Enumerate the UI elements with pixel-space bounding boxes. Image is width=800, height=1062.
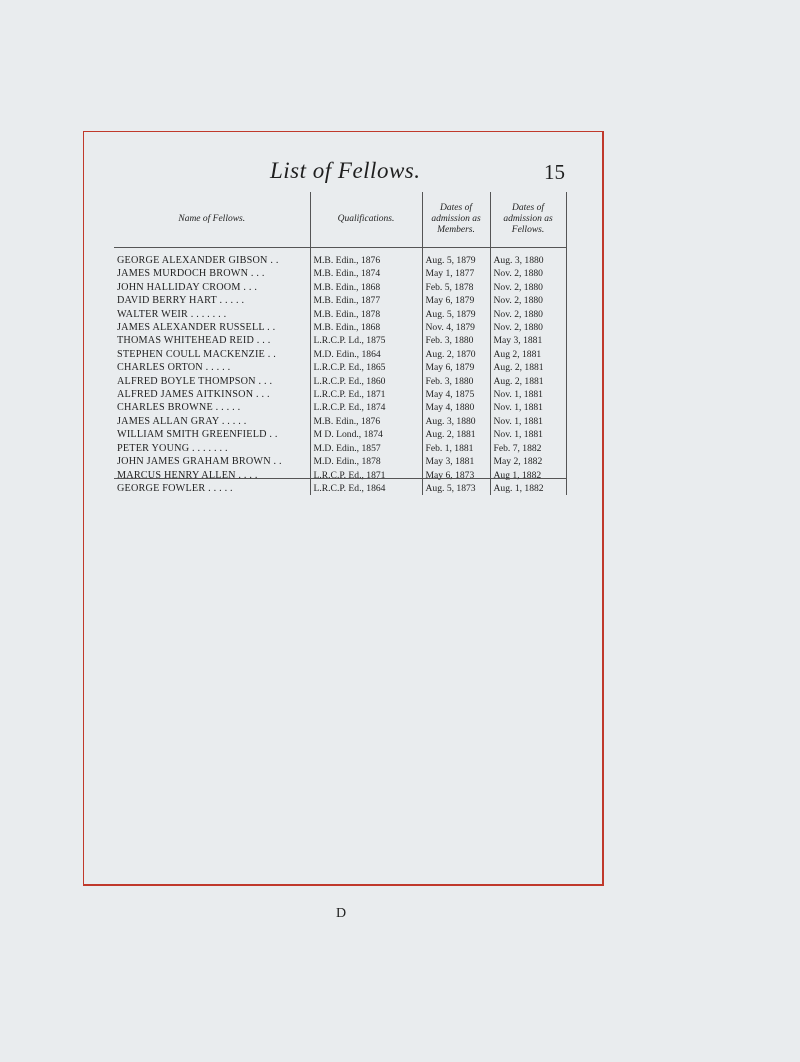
admission-fellow-date: Aug. 2, 1881	[490, 375, 566, 388]
fellows-table-container	[114, 192, 566, 495]
admission-fellow-date: Nov. 2, 1880	[490, 321, 566, 334]
qualification: M.B. Edin., 1876	[310, 415, 422, 428]
fellow-name: JAMES MURDOCH BROWN . . .	[117, 268, 265, 280]
qualification: M.B. Edin., 1868	[310, 281, 422, 294]
admission-member-date: Feb. 3, 1880	[422, 375, 490, 388]
fellow-name: CHARLES ORTON . . . . .	[117, 362, 231, 374]
admission-fellow-date: Nov. 2, 1880	[490, 294, 566, 307]
header-qualifications: Qualifications.	[310, 192, 422, 248]
fellow-name: STEPHEN COULL MACKENZIE . .	[117, 348, 276, 360]
admission-fellow-date: May 3, 1881	[490, 334, 566, 347]
page-number: 15	[544, 160, 565, 184]
qualification: M.D. Edin., 1864	[310, 348, 422, 361]
admission-member-date: Nov. 4, 1879	[422, 321, 490, 334]
table-row	[114, 388, 566, 401]
header-name: Name of Fellows.	[114, 192, 310, 248]
fellow-name: JOHN HALLIDAY CROOM . . .	[117, 281, 258, 293]
admission-member-date: Feb. 3, 1880	[422, 334, 490, 347]
table-row	[114, 455, 566, 468]
table-row	[114, 248, 566, 268]
qualification: L.R.C.P. Ed., 1865	[310, 361, 422, 374]
table-row	[114, 361, 566, 374]
admission-fellow-date: Aug. 2, 1881	[490, 361, 566, 374]
admission-fellow-date: Nov. 1, 1881	[490, 388, 566, 401]
table-body	[114, 248, 566, 496]
fellow-name: JOHN JAMES GRAHAM BROWN . .	[117, 456, 282, 468]
qualification: M.B. Edin., 1874	[310, 267, 422, 280]
admission-member-date: Aug. 2, 1870	[422, 348, 490, 361]
fellow-name: THOMAS WHITEHEAD REID . . .	[117, 335, 271, 347]
fellow-name: WALTER WEIR . . . . . . .	[117, 308, 227, 320]
fellow-name: JAMES ALEXANDER RUSSELL . .	[117, 322, 276, 334]
admission-fellow-date: Aug. 3, 1880	[490, 248, 566, 268]
fellow-name: PETER YOUNG . . . . . . .	[117, 442, 228, 454]
fellows-table	[114, 192, 567, 495]
table-bottom-rule	[114, 478, 566, 479]
qualification: M.B. Edin., 1878	[310, 308, 422, 321]
qualification: M D. Lond., 1874	[310, 428, 422, 441]
admission-fellow-date: Nov. 1, 1881	[490, 401, 566, 414]
signature-mark: D	[336, 906, 347, 921]
fellow-name: MARCUS HENRY ALLEN . . . .	[117, 469, 258, 481]
table-row	[114, 348, 566, 361]
table-row	[114, 294, 566, 307]
admission-fellow-date: Nov. 1, 1881	[490, 415, 566, 428]
table-row	[114, 401, 566, 414]
qualification: L.R.C.P. Ld., 1875	[310, 334, 422, 347]
admission-fellow-date: Nov. 2, 1880	[490, 267, 566, 280]
fellow-name: WILLIAM SMITH GREENFIELD . .	[117, 429, 278, 441]
admission-fellow-date: Aug 1, 1882	[490, 469, 566, 482]
fellow-name: CHARLES BROWNE . . . . .	[117, 402, 241, 414]
table-row	[114, 308, 566, 321]
admission-fellow-date: Feb. 7, 1882	[490, 442, 566, 455]
qualification: M.D. Edin., 1878	[310, 455, 422, 468]
admission-member-date: May 6, 1873	[422, 469, 490, 482]
qualification: L.R.C.P. Ed., 1871	[310, 469, 422, 482]
admission-member-date: Aug. 5, 1879	[422, 308, 490, 321]
admission-member-date: Aug. 3, 1880	[422, 415, 490, 428]
qualification: M.B. Edin., 1876	[310, 248, 422, 268]
qualification: L.R.C.P. Ed., 1874	[310, 401, 422, 414]
admission-member-date: May 4, 1880	[422, 401, 490, 414]
admission-fellow-date: Nov. 1, 1881	[490, 428, 566, 441]
admission-member-date: May 6, 1879	[422, 361, 490, 374]
admission-fellow-date: Nov. 2, 1880	[490, 308, 566, 321]
admission-member-date: Feb. 5, 1878	[422, 281, 490, 294]
table-row	[114, 482, 566, 495]
admission-member-date: Aug. 2, 1881	[422, 428, 490, 441]
fellow-name: JAMES ALLAN GRAY . . . . .	[117, 415, 247, 427]
admission-fellow-date: May 2, 1882	[490, 455, 566, 468]
admission-member-date: May 4, 1875	[422, 388, 490, 401]
table-row	[114, 469, 566, 482]
table-row	[114, 281, 566, 294]
page-title: List of Fellows.	[270, 158, 421, 183]
table-row	[114, 334, 566, 347]
table-row	[114, 442, 566, 455]
table-row	[114, 375, 566, 388]
table-row	[114, 415, 566, 428]
admission-member-date: May 6, 1879	[422, 294, 490, 307]
qualification: L.R.C.P. Ed., 1871	[310, 388, 422, 401]
admission-fellow-date: Nov. 2, 1880	[490, 281, 566, 294]
fellow-name: GEORGE FOWLER . . . . .	[117, 482, 233, 494]
fellow-name: ALFRED JAMES AITKINSON . . .	[117, 389, 270, 401]
header-admission-fellows: Dates of admission as Fellows.	[490, 192, 566, 248]
admission-member-date: May 3, 1881	[422, 455, 490, 468]
qualification: L.R.C.P. Ed., 1864	[310, 482, 422, 495]
header-admission-members: Dates of admission as Members.	[422, 192, 490, 248]
admission-member-date: May 1, 1877	[422, 267, 490, 280]
admission-fellow-date: Aug 2, 1881	[490, 348, 566, 361]
table-row	[114, 428, 566, 441]
table-row	[114, 321, 566, 334]
table-header-row	[114, 192, 566, 248]
qualification: M.D. Edin., 1857	[310, 442, 422, 455]
fellow-name: GEORGE ALEXANDER GIBSON . .	[117, 255, 279, 266]
qualification: L.R.C.P. Ed., 1860	[310, 375, 422, 388]
fellow-name: DAVID BERRY HART . . . . .	[117, 295, 245, 307]
fellow-name: ALFRED BOYLE THOMPSON . . .	[117, 375, 273, 387]
qualification: M.B. Edin., 1868	[310, 321, 422, 334]
admission-member-date: Aug. 5, 1873	[422, 482, 490, 495]
admission-fellow-date: Aug. 1, 1882	[490, 482, 566, 495]
table-row	[114, 267, 566, 280]
qualification: M.B. Edin., 1877	[310, 294, 422, 307]
admission-member-date: Feb. 1, 1881	[422, 442, 490, 455]
admission-member-date: Aug. 5, 1879	[422, 248, 490, 268]
